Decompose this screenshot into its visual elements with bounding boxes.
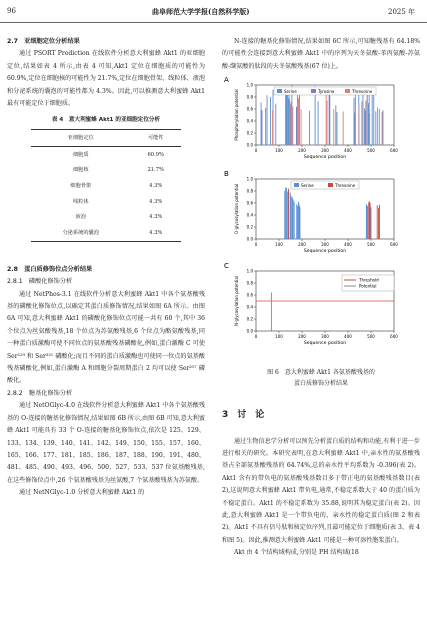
- y-tick-label: 0.4: [246, 212, 253, 218]
- y-tick-label: 0.8: [246, 188, 253, 194]
- legend-swatch: [328, 183, 333, 187]
- figure-caption-line: 蛋白质修饰分析结果: [293, 380, 348, 388]
- cell: 细胞核: [72, 167, 89, 174]
- year: 2025 年: [388, 8, 416, 16]
- x-tick-label: 400: [344, 148, 352, 154]
- table-header: 可能性: [130, 129, 181, 146]
- y-tick-label: 0.6: [246, 106, 253, 112]
- x-tick-label: 400: [344, 242, 352, 248]
- left-column: [7, 36, 205, 500]
- journal-title: 曲阜师范大学学报(自然科学版): [152, 7, 250, 16]
- table-4: [31, 129, 181, 242]
- x-tick-label: 300: [321, 242, 329, 248]
- section-2-8-2-text-cont: 通过 NetNGlyc-1.0 分析意大利蜜蜂 Akt1 的: [19, 489, 145, 497]
- x-tick-label: 500: [367, 148, 375, 154]
- y-tick-label: 0.4: [246, 304, 253, 310]
- figure-6-charts: [222, 73, 420, 365]
- y-tick-label: 0.0: [246, 328, 253, 334]
- y-tick-label: 0.8: [246, 94, 253, 100]
- x-tick-label: 500: [367, 334, 375, 340]
- table-row: [31, 194, 181, 210]
- x-tick-label: 600: [390, 334, 398, 340]
- x-tick-label: 500: [367, 242, 375, 248]
- table-header: 亚细胞定位: [31, 129, 130, 146]
- x-tick-label: 200: [298, 334, 306, 340]
- x-tick-label: 0: [254, 334, 258, 340]
- y-tick-label: 0.6: [246, 200, 253, 206]
- y-axis-label: O-glycosylation potential: [234, 184, 239, 235]
- x-tick-label: 600: [390, 242, 398, 248]
- section-3-title: 3 讨 论: [222, 410, 265, 421]
- cell: 60.9%: [147, 151, 164, 158]
- figure-6: [222, 73, 420, 365]
- x-axis-label: Sequence position: [303, 155, 347, 161]
- legend-label: Potential: [359, 283, 377, 289]
- cell: 分泌系统的囊泡: [31, 225, 130, 241]
- panel-letter: B: [224, 170, 229, 179]
- cell: 细胞质: [72, 151, 89, 158]
- y-tick-label: 0.6: [246, 292, 253, 298]
- section-2-8-title: 2.8 蛋白质修饰位点分析结果: [7, 265, 93, 273]
- y-tick-label: 0.0: [246, 236, 253, 242]
- x-tick-label: 0: [254, 242, 258, 248]
- figure-caption-line: 图 6 意大利蜜蜂 Akt1 各氨基酸残基的: [267, 369, 375, 377]
- y-tick-label: 1.0: [246, 268, 253, 274]
- x-tick-label: 0: [254, 148, 258, 154]
- legend-swatch: [311, 89, 316, 93]
- y-tick-label: 0.2: [246, 224, 253, 230]
- legend-label: Serine: [301, 183, 314, 189]
- figure-6-caption: [222, 367, 420, 389]
- discussion-text: 通过生物信息学分析可以预先分析蛋白质的结构和功能,有利于进一步进行相关的研究。本研究表明,在意大利蜜蜂 Akt1 中,亲水性的氨基酸残基占全部氨基酸残基的 64.74%,总的亲水性平均系数为 -0.396(表 2)。Akt1 含有的带负电的氨基酸残基数目多于带正电的氨基酸残基数目(表 2),这说明意大利蜜蜂 Akt1 带负电,通常,不稳定系数大于 40 的蛋白质为不稳定蛋白。Akt1 的不稳定系数为 35.88,说明其为稳定蛋白(表 2)。因此,意大利蜜蜂 Akt1 是一个带负电的、亲水性的稳定蛋白质(图 2 和表 2)。Akt1 不具有信号肽和核定位序列,且最可能定位于细胞质(表 3、表 4 和图 5)。因此,推测意大利蜜蜂 Akt1 可能是一种可溶性胞浆蛋白。: [222, 437, 420, 544]
- x-axis-label: Sequence position: [303, 249, 347, 255]
- y-axis-label: N-glycosylation potential: [234, 276, 239, 327]
- cell: 细胞骨架: [70, 183, 92, 190]
- section-2-8-2-title: 2.8.2 糖基化修饰分析: [7, 389, 73, 397]
- table-row: [31, 178, 181, 194]
- y-tick-label: 0.8: [246, 280, 253, 286]
- legend-swatch: [345, 89, 350, 93]
- x-tick-label: 100: [275, 242, 283, 248]
- y-tick-label: 1.0: [246, 176, 253, 182]
- y-tick-label: 0.2: [246, 130, 253, 136]
- cell: 4.3%: [149, 198, 163, 205]
- x-tick-label: 300: [321, 148, 329, 154]
- x-tick-label: 100: [275, 148, 283, 154]
- legend-label: Threonine: [352, 89, 373, 95]
- x-tick-label: 100: [275, 334, 283, 340]
- legend-label: Threshold: [359, 277, 379, 283]
- table-row: [31, 163, 181, 179]
- x-tick-label: 400: [344, 334, 352, 340]
- cell: 21.7%: [147, 167, 164, 174]
- running-header: [0, 0, 427, 23]
- cell: 4.3%: [149, 214, 163, 221]
- legend-swatch: [294, 183, 299, 187]
- page-number: 96: [7, 7, 16, 15]
- y-tick-label: 0.4: [246, 118, 253, 124]
- cell: 线粒体: [72, 198, 89, 205]
- x-tick-label: 300: [321, 334, 329, 340]
- section-2-8-1-title: 2.8.1 磷酸化修饰分析: [7, 278, 73, 286]
- x-tick-label: 200: [298, 148, 306, 154]
- table-row: [31, 225, 181, 241]
- section-2-7-text: 通过 PSORT Prediction 在线软件分析意大利蜜蜂 Akt1 的亚细胞定位,结果如表 4 所示,由表 4 可知,Akt1 定位在细胞质的可能性为 60.9%,定位在细胞核的可能性为 21.7%,定位在细胞骨架、线粒体、液泡和分泌系统的囊泡的可能性都为 4.3%。因此,可以推测意大利蜜蜂 Akt1 最有可能定位于细胞质。: [7, 50, 205, 108]
- legend-label: Serine: [284, 89, 297, 95]
- legend-label: Tyrosine: [318, 89, 335, 95]
- section-2-8-2-text: 通过 NetOGlyc-4.0 在线软件分析意大利蜜蜂 Akt1 中各个氨基酸残基的 O-连接的糖基化修饰情况,结果如图 6B 所示,由图 6B 可知,意大利蜜蜂 Akt1 可能具有 33 个 O-连接的糖基化修饰位点,依次是 125、129、133、134、139、140、141、142、149、150、155、157、160、165、166、177、181、185、186、187、188、190、191、480、481、485、490、493、496、500、527、533、537 位氨基酸残基,在这些修饰位点中,26 个氨基酸残基为丝氨酸,7 个氨基酸残基为苏氨酸。: [7, 402, 205, 484]
- y-tick-label: 0.2: [246, 316, 253, 322]
- x-tick-label: 200: [298, 242, 306, 248]
- y-tick-label: 0.0: [246, 142, 253, 148]
- section-2-7-title: 2.7 亚细胞定位分析结果: [7, 38, 80, 45]
- legend-swatch: [277, 89, 282, 93]
- right-column: [222, 36, 420, 560]
- section-2-8-1-text: 通过 NetPhos-3.1 在线软件分析意大利蜜蜂 Akt1 中各个氨基酸残基的磷酸化修饰位点,以确定其蛋白质修饰情况,结果如图 6A 所示。由图 6A 可知,意大利蜜蜂 Akt1 的磷酸化修饰位点可能一共有 60 个,其中 36 个位点为丝氨酸残基,18 个位点为苏氨酸残基,6 个位点为酪氨酸残基,同一种蛋白质激酶可使不同位点的氨基酸残基磷酸化,例如,蛋白激酶 C 可使 Ser¹²⁹ 和 Ser³²¹ 磷酸化;而且不同的蛋白质激酶也可使同一位点的氨基酸残基磷酸化,例如,蛋白激酶 A 和细胞分裂周期蛋白 2 均可以使 Ser²⁵⁷ 磷酸化。: [7, 290, 205, 385]
- cell: 4.3%: [149, 183, 163, 190]
- x-tick-label: 600: [390, 148, 398, 154]
- table-4-caption: 表 4 意大利蜜蜂 Akt1 的亚细胞定位分析: [51, 117, 161, 124]
- y-axis-label: Phosphorylation potential: [234, 89, 239, 141]
- panel-letter: A: [224, 76, 229, 85]
- cell: 液泡: [75, 214, 86, 221]
- x-axis-label: Sequence position: [303, 341, 347, 347]
- glyc-text: N-连接的糖基化修饰情况,结果如图 6C 所示,可知糖残基有 64.18% 的可能性会连接到意大利蜜蜂 Akt1 中的序列为天冬氨酸-苯丙氨酸-苏氨酸-缬氨酸的肽段的天冬氨酸残基(67 位)上。: [222, 38, 420, 70]
- table-row: [31, 210, 181, 226]
- panel-letter: C: [224, 262, 229, 271]
- legend-label: Threonine: [335, 183, 356, 189]
- discussion-text-cont: Akt 由 4 个结构域构成,分别是 PH 结构域(18: [234, 549, 359, 557]
- table-row: [31, 147, 181, 163]
- y-tick-label: 1.0: [246, 82, 253, 88]
- cell: 4.3%: [130, 225, 181, 241]
